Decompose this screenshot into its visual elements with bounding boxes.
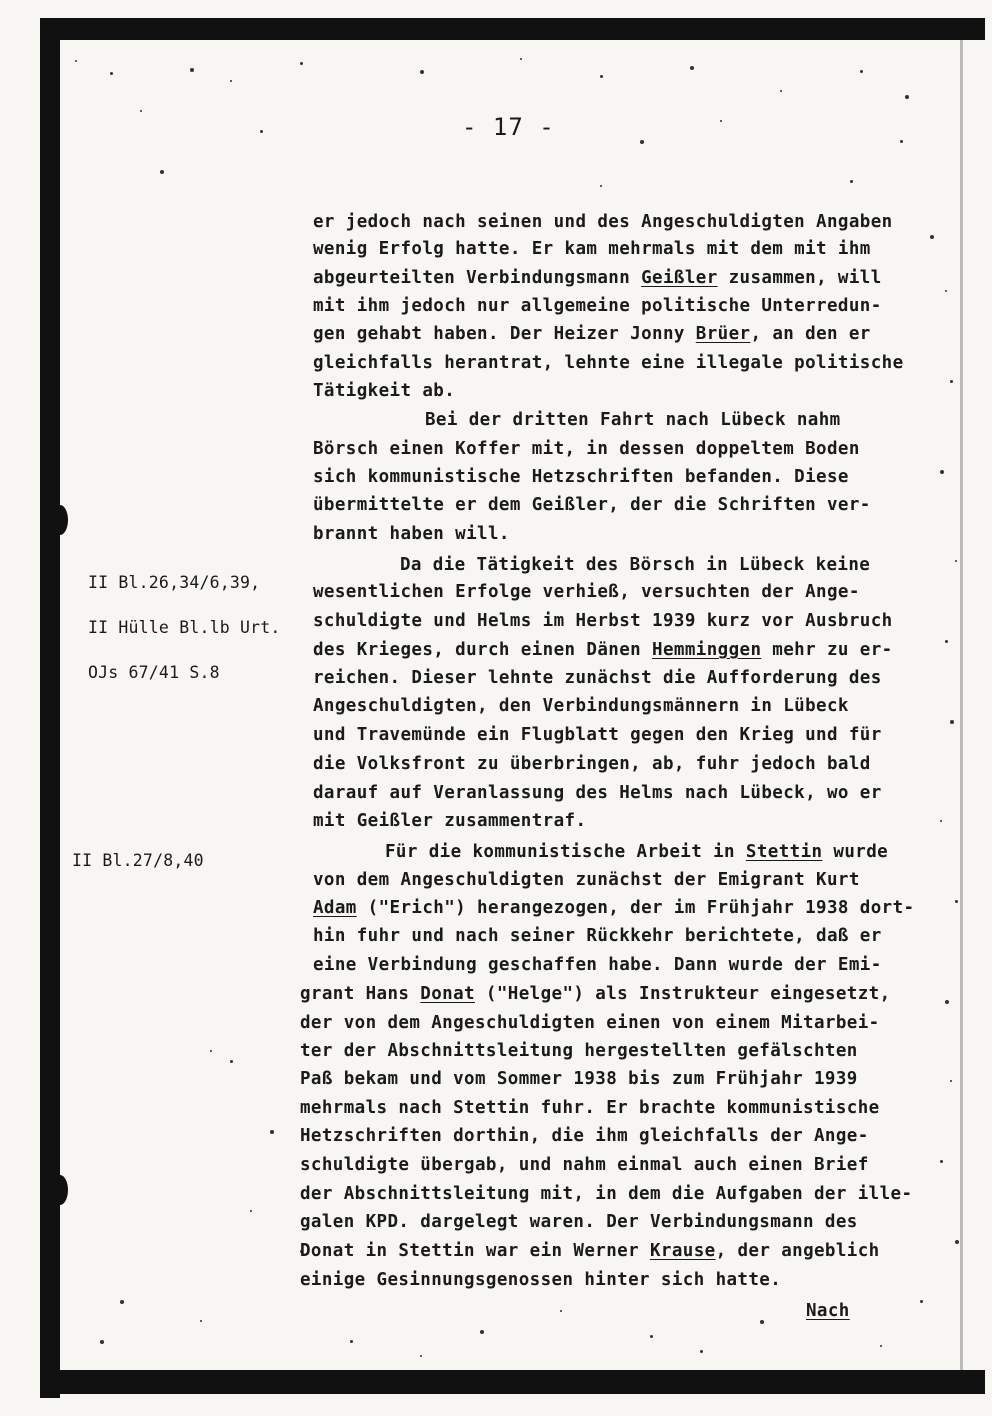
text-run: , an den er: [750, 324, 871, 344]
scan-speck: [600, 185, 602, 187]
scan-speck: [940, 470, 944, 474]
body-line: [313, 783, 882, 803]
body-line: [313, 754, 871, 774]
text-run: galen KPD. dargelegt waren. Der Verbindungsmann des: [300, 1212, 858, 1232]
body-line: [300, 1155, 869, 1175]
text-run: übermittelte er dem Geißler, der die Schriften ver-: [313, 495, 871, 515]
text-run: wesentlichen Erfolge verhieß, versuchten der Ange-: [313, 582, 860, 602]
scan-speck: [250, 1210, 252, 1212]
body-line: [313, 381, 455, 401]
text-run: die Volksfront zu überbringen, ab, fuhr jedoch bald: [313, 754, 871, 774]
text-run: Angeschuldigten, den Verbindungsmännern in Lübeck: [313, 696, 849, 716]
scan-speck: [230, 80, 232, 82]
underlined-name: Brüer: [695, 324, 751, 344]
text-run: sich kommunistische Hetzschriften befanden. Diese: [313, 467, 849, 487]
text-run: wenig Erfolg hatte. Er kam mehrmals mit dem mit ihm: [313, 239, 871, 259]
scan-speck: [950, 1080, 952, 1082]
text-run: ("Helge") als Instrukteur eingesetzt,: [474, 984, 891, 1004]
underlined-name: Hemminggen: [652, 640, 762, 660]
body-line: [313, 439, 860, 459]
text-run: reichen. Dieser lehnte zunächst die Aufforderung des: [313, 668, 882, 688]
scan-speck: [230, 1060, 233, 1063]
text-run: von dem Angeschuldigten zunächst der Emigrant Kurt: [313, 870, 860, 890]
text-run: wurde: [822, 842, 889, 862]
body-line: [300, 1098, 880, 1118]
body-line: [300, 1241, 880, 1261]
body-line: [313, 353, 904, 373]
text-run: mehrmals nach Stettin fuhr. Er brachte kommunistische: [300, 1098, 880, 1118]
scan-speck: [930, 235, 934, 239]
text-run: abgeurteilten Verbindungsmann: [313, 268, 642, 288]
punch-hole-lower: [52, 1175, 68, 1205]
body-line: [313, 495, 871, 515]
scan-border-bottom: [40, 1370, 985, 1394]
body-line: [313, 239, 871, 259]
scan-speck: [120, 1300, 124, 1304]
body-line: [400, 555, 870, 575]
body-line: [313, 870, 860, 890]
body-line: [313, 955, 882, 975]
text-run: grant Hans: [300, 984, 421, 1004]
scan-speck: [950, 380, 953, 383]
scan-speck: [955, 560, 957, 562]
body-line: [313, 811, 586, 831]
scan-speck: [720, 120, 722, 122]
scan-speck: [950, 720, 954, 724]
scan-speck: [780, 90, 782, 92]
scan-speck: [270, 1130, 274, 1134]
scan-speck: [160, 170, 164, 174]
scan-speck: [200, 1320, 202, 1322]
scan-border-right: [960, 40, 963, 1370]
text-run: brannt haben will.: [313, 524, 510, 544]
scan-speck: [945, 1000, 949, 1004]
text-run: ter der Abschnittsleitung hergestellten gefälschten: [300, 1041, 858, 1061]
body-line: [313, 524, 510, 544]
scan-speck: [100, 1340, 104, 1344]
text-run: der Abschnittsleitung mit, in dem die Aufgaben der ille-: [300, 1184, 913, 1204]
scan-speck: [905, 95, 909, 99]
scan-speck: [640, 140, 644, 144]
text-run: des Krieges, durch einen Dänen: [313, 640, 653, 660]
body-line: [300, 1184, 912, 1204]
underlined-name: Krause: [649, 1241, 716, 1261]
text-run: , der angeblich: [715, 1241, 880, 1261]
underlined-name: Nach: [806, 1301, 850, 1321]
page-number: - 17 -: [462, 113, 555, 141]
margin-note-line: OJs 67/41 S.8: [88, 663, 220, 682]
scan-speck: [945, 290, 947, 292]
scan-speck: [900, 140, 903, 143]
scan-speck: [210, 1050, 212, 1052]
margin-note-line: II Bl.27/8,40: [72, 851, 204, 870]
text-run: Paß bekam und vom Sommer 1938 bis zum Frühjahr 1939: [300, 1069, 858, 1089]
body-line: [313, 296, 882, 316]
scan-speck: [190, 68, 194, 72]
text-run: gen gehabt haben. Der Heizer Jonny: [313, 324, 696, 344]
scan-speck: [920, 1300, 923, 1303]
body-line: [313, 268, 882, 288]
scan-speck: [140, 110, 142, 112]
text-run: ("Erich") herangezogen, der im Frühjahr 1938 dort-: [356, 898, 915, 918]
underlined-name: Geißler: [641, 268, 718, 288]
body-line: [313, 212, 893, 232]
punch-hole-upper: [52, 505, 68, 535]
scan-speck: [650, 1335, 653, 1338]
margin-note-line: II Hülle Bl.lb Urt.: [88, 618, 281, 637]
body-line: [313, 582, 860, 602]
text-run: Da die Tätigkeit des Börsch in Lübeck keine: [400, 555, 871, 575]
body-line: [300, 1069, 858, 1089]
scan-speck: [700, 1350, 703, 1353]
scan-speck: [75, 60, 77, 62]
scan-speck: [520, 58, 522, 60]
body-line: [300, 1212, 858, 1232]
underlined-name: Stettin: [745, 842, 823, 862]
body-line: [313, 467, 849, 487]
scan-speck: [850, 180, 853, 183]
text-run: mehr zu er-: [761, 640, 893, 660]
body-line: [300, 1126, 869, 1146]
scan-speck: [760, 1320, 764, 1324]
text-run: Für die kommunistische Arbeit in: [385, 842, 746, 862]
scan-border-top: [40, 18, 985, 40]
scan-speck: [300, 62, 303, 65]
text-run: zusammen, will: [717, 268, 882, 288]
text-run: schuldigte übergab, und nahm einmal auch einen Brief: [300, 1155, 869, 1175]
underlined-name: Donat: [420, 984, 475, 1004]
scan-speck: [480, 1330, 484, 1334]
body-line: [313, 926, 882, 946]
text-run: einige Gesinnungsgenossen hinter sich hatte.: [300, 1270, 782, 1290]
body-line: [313, 696, 849, 716]
body-line: [313, 725, 882, 745]
text-run: Hetzschriften dorthin, die ihm gleichfalls der Ange-: [300, 1126, 869, 1146]
scan-speck: [955, 900, 958, 903]
text-run: und Travemünde ein Flugblatt gegen den Krieg und für: [313, 725, 882, 745]
text-run: gleichfalls herantrat, lehnte eine illegale politische: [313, 353, 904, 373]
body-line: [313, 611, 893, 631]
body-line: [300, 1270, 781, 1290]
text-run: mit Geißler zusammentraf.: [313, 811, 587, 831]
text-run: mit ihm jedoch nur allgemeine politische Unterredun-: [313, 296, 882, 316]
body-line: [313, 898, 914, 918]
scan-speck: [940, 820, 942, 822]
scan-speck: [955, 1240, 959, 1244]
scan-speck: [940, 1160, 943, 1163]
text-run: der von dem Angeschuldigten einen von einem Mitarbei-: [300, 1013, 880, 1033]
scan-speck: [690, 66, 694, 70]
scan-speck: [860, 70, 863, 73]
text-run: Bei der dritten Fahrt nach Lübeck nahm: [425, 410, 841, 430]
scan-speck: [420, 1355, 422, 1357]
body-line: [806, 1301, 850, 1321]
body-line: [313, 324, 871, 344]
body-line: [313, 668, 882, 688]
margin-note-reference-2: [72, 823, 204, 883]
body-line: [425, 410, 841, 430]
scan-speck: [260, 130, 263, 133]
margin-note-reference-1: [88, 545, 281, 695]
text-run: Tätigkeit ab.: [313, 381, 456, 401]
scan-speck: [350, 1340, 353, 1343]
text-run: hin fuhr und nach seiner Rückkehr berichtete, daß er: [313, 926, 882, 946]
scan-speck: [110, 72, 113, 75]
text-run: darauf auf Veranlassung des Helms nach Lübeck, wo er: [313, 783, 882, 803]
text-run: Börsch einen Koffer mit, in dessen doppeltem Boden: [313, 439, 860, 459]
margin-note-line: II Bl.26,34/6,39,: [88, 573, 261, 592]
text-run: schuldigte und Helms im Herbst 1939 kurz vor Ausbruch: [313, 611, 893, 631]
body-line: [300, 1013, 880, 1033]
text-run: er jedoch nach seinen und des Angeschuldigten Angaben: [313, 212, 893, 232]
scan-speck: [560, 1310, 562, 1312]
body-line: [300, 984, 891, 1004]
scan-speck: [880, 1345, 882, 1347]
text-run: eine Verbindung geschaffen habe. Dann wurde der Emi-: [313, 955, 882, 975]
scan-speck: [420, 70, 424, 74]
body-line: [385, 842, 888, 862]
scan-speck: [945, 640, 948, 643]
scan-speck: [600, 75, 603, 78]
body-line: [313, 640, 893, 660]
text-run: Donat in Stettin war ein Werner: [300, 1241, 650, 1261]
body-line: [300, 1041, 858, 1061]
underlined-name: Adam: [313, 898, 357, 918]
